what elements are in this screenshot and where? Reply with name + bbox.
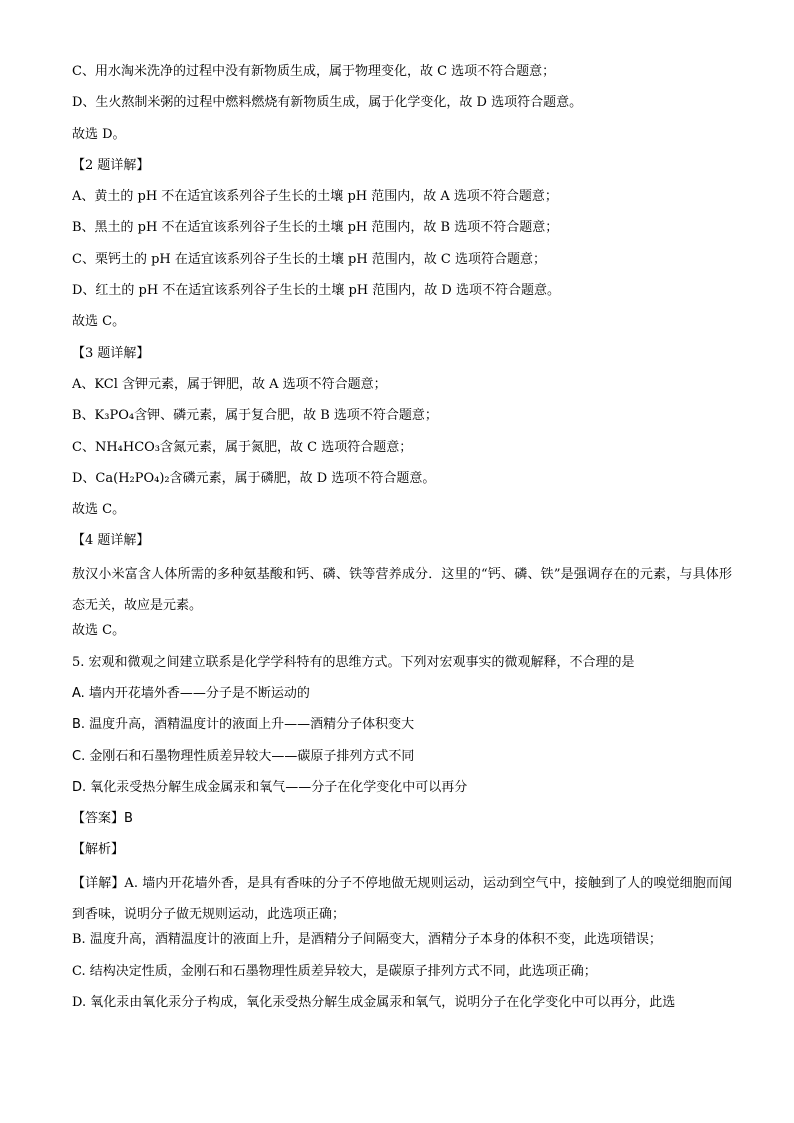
q5-option-c: C. 金刚石和石墨物理性质差异较大——碳原子排列方式不同 — [72, 748, 415, 764]
q2-answer: 故选 C。 — [72, 314, 126, 330]
q3-option-a: A、KCl 含钾元素，属于钾肥，故 A 选项不符合题意； — [72, 376, 387, 392]
q5-analysis-label: 【解析】 — [72, 842, 125, 858]
q5-option-b: B. 温度升高，酒精温度计的液面上升——酒精分子体积变大 — [72, 717, 415, 733]
q4-answer: 故选 C。 — [72, 623, 126, 639]
q5-option-d: D. 氧化汞受热分解生成金属汞和氧气——分子在化学变化中可以再分 — [72, 779, 468, 795]
q3-option-b: B、K₃PO₄含钾、磷元素，属于复合肥，故 B 选项不符合题意； — [72, 408, 438, 424]
q5-detail-a: 【详解】A. 墙内开花墙外香，是具有香味的分子不停地做无规则运动，运动到空气中，接触到了人的嗅觉细胞而闻到香味，说明分子做无规则运动，此选项正确； — [72, 875, 732, 923]
q3-heading: 【3 题详解】 — [72, 345, 150, 361]
q1-option-c: C、用水淘米洗净的过程中没有新物质生成，属于物理变化，故 C 选项不符合题意； — [72, 64, 556, 79]
q5-option-a: A. 墙内开花墙外香——分子是不断运动的 — [72, 685, 310, 701]
q1-option-d: D、生火熬制米粥的过程中燃料燃烧有新物质生成，属于化学变化，故 D 选项符合题意。 — [72, 95, 583, 111]
q3-option-c: C、NH₄HCO₃含氮元素，属于氮肥，故 C 选项符合题意； — [72, 439, 413, 455]
q2-option-c: C、栗钙土的 pH 在适宜该系列谷子生长的土壤 pH 范围内，故 C 选项符合题意； — [72, 251, 547, 267]
q5-answer-label: 【答案】B — [72, 811, 133, 827]
q2-option-a: A、黄土的 pH 不在适宜该系列谷子生长的土壤 pH 范围内，故 A 选项不符合题意； — [72, 189, 558, 205]
q4-body: 敖汉小米富含人体所需的多种氨基酸和钙、磷、铁等营养成分．这里的“钙、磷、铁”是强调存在的元素，与具体形态无关，故应是元素。 — [72, 566, 732, 614]
document-page — [72, 62, 732, 1024]
q2-option-d: D、红土的 pH 不在适宜该系列谷子生长的土壤 pH 范围内，故 D 选项不符合题意。 — [72, 283, 560, 299]
q2-option-b: B、黑土的 pH 不在适宜该系列谷子生长的土壤 pH 范围内，故 B 选项不符合题意； — [72, 220, 559, 236]
q2-heading: 【2 题详解】 — [72, 157, 150, 173]
q3-option-d: D、Ca(H₂PO₄)₂含磷元素，属于磷肥，故 D 选项不符合题意。 — [72, 470, 436, 486]
q4-heading: 【4 题详解】 — [72, 533, 150, 549]
q5-detail-d: D. 氧化汞由氧化汞分子构成，氧化汞受热分解生成金属汞和氧气，说明分子在化学变化中可以再分，此选 — [72, 994, 676, 1010]
q3-answer: 故选 C。 — [72, 502, 126, 518]
q1-answer: 故选 D。 — [72, 126, 126, 142]
q5-detail-b: B. 温度升高，酒精温度计的液面上升，是酒精分子间隔变大，酒精分子本身的体积不变，此选项错误； — [72, 932, 662, 948]
q5-detail-c: C. 结构决定性质，金刚石和石墨物理性质差异较大，是碳原子排列方式不同，此选项正确； — [72, 963, 597, 979]
q5-stem: 5. 宏观和微观之间建立联系是化学学科特有的思维方式。下列对宏观事实的微观解释，不合理的是 — [72, 654, 635, 670]
